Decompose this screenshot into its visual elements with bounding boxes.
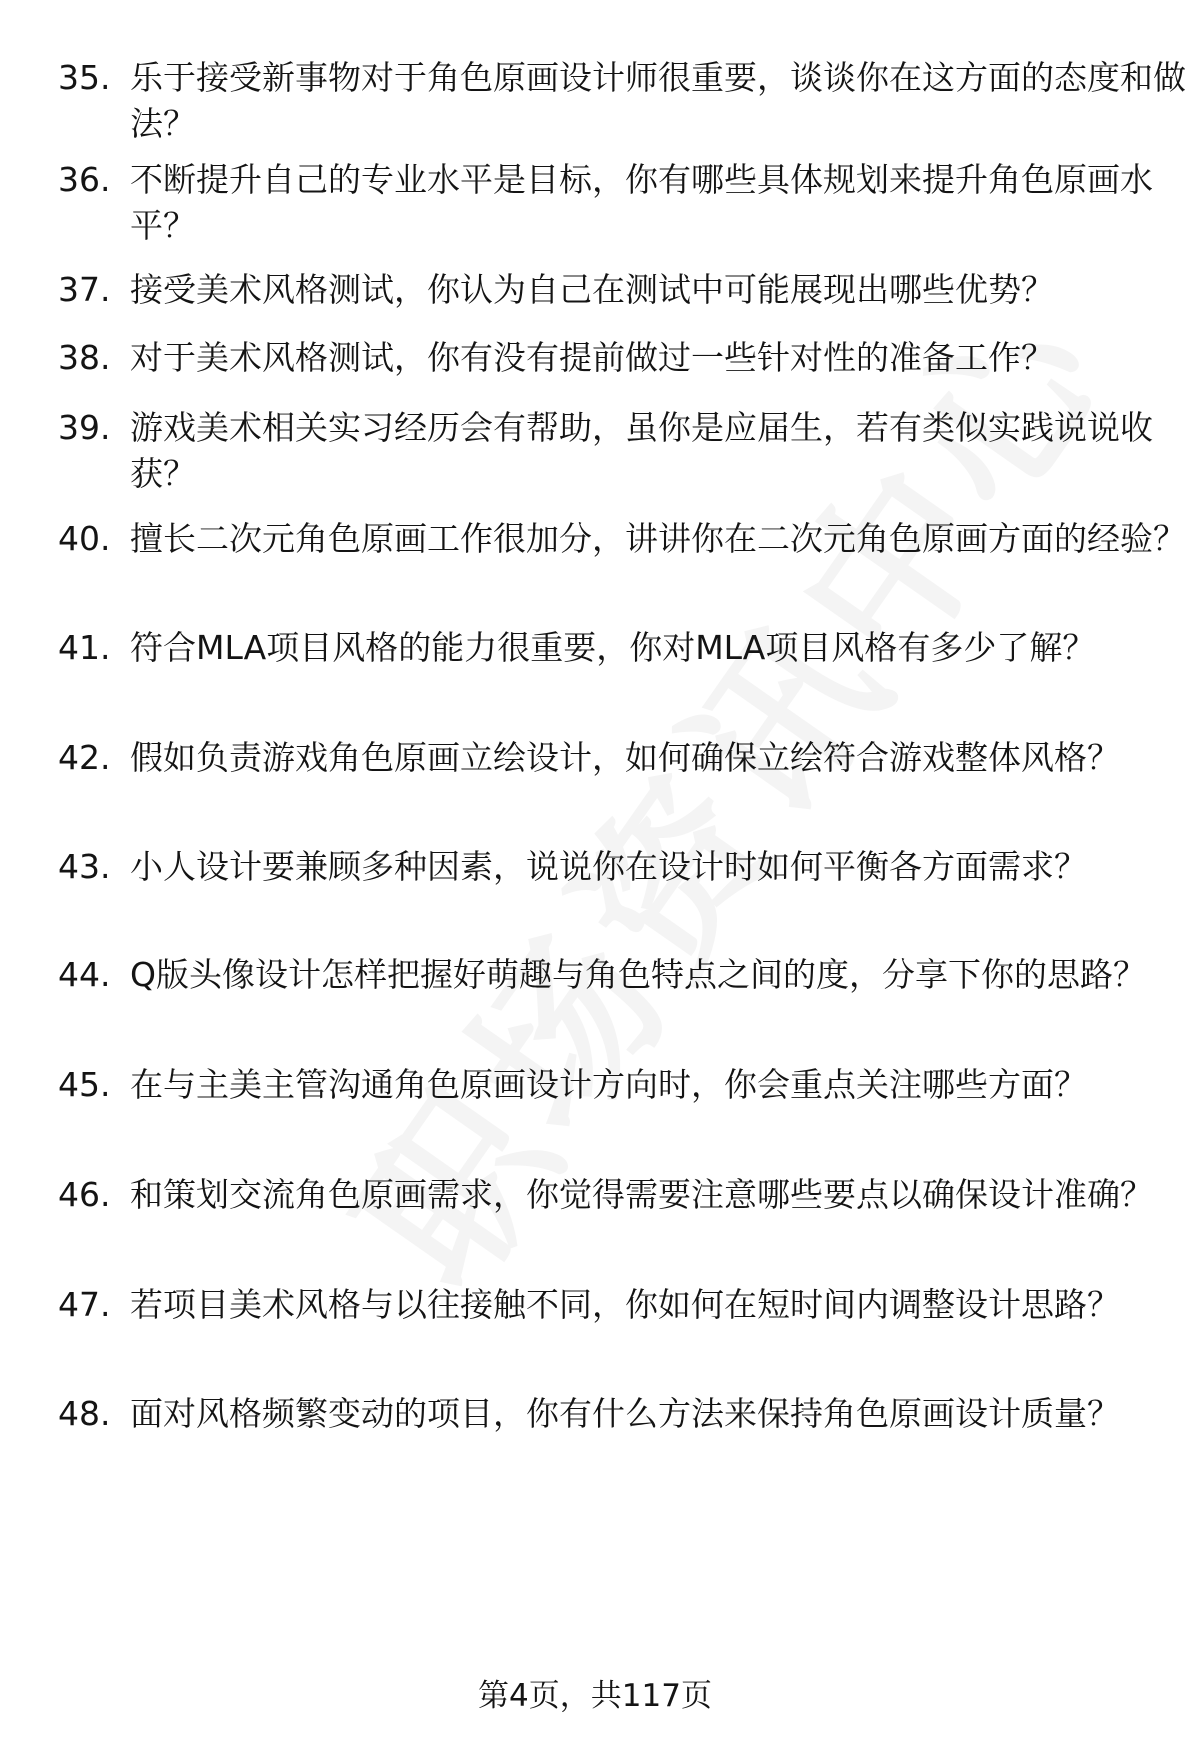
question-number: 36. [58,160,111,199]
question-text: 若项目美术风格与以往接触不同，你如何在短时间内调整设计思路？ [130,1285,1120,1324]
question-text: 游戏美术相关实习经历会有帮助，虽你是应届生，若有类似实践说说收获？ [130,408,1153,493]
question-text: 不断提升自己的专业水平是目标，你有哪些具体规划来提升角色原画水平？ [130,160,1153,245]
question-text: 在与主美主管沟通角色原画设计方向时，你会重点关注哪些方面？ [130,1065,1087,1104]
question-number: 38. [58,338,111,377]
question-number: 44. [58,955,111,994]
question-number: 41. [58,628,111,667]
question-text: 擅长二次元角色原画工作很加分，讲讲你在二次元角色原画方面的经验？ [130,519,1186,558]
question-number: 43. [58,847,111,886]
question-text: 假如负责游戏角色原画立绘设计，如何确保立绘符合游戏整体风格？ [130,738,1120,777]
question-number: 35. [58,58,111,97]
question-number: 45. [58,1065,111,1104]
question-text: 和策划交流角色原画需求，你觉得需要注意哪些要点以确保设计准确？ [130,1175,1153,1214]
question-text: 乐于接受新事物对于角色原画设计师很重要，谈谈你在这方面的态度和做法？ [130,58,1186,143]
question-number: 39. [58,408,111,447]
question-number: 47. [58,1285,111,1324]
question-number: 46. [58,1175,111,1214]
question-number: 42. [58,738,111,777]
question-text: 符合MLA项目风格的能力很重要，你对MLA项目风格有多少了解？ [130,628,1096,667]
question-text: 小人设计要兼顾多种因素，说说你在设计时如何平衡各方面需求？ [130,847,1087,886]
question-text: Q版头像设计怎样把握好萌趣与角色特点之间的度，分享下你的思路？ [130,955,1146,994]
question-number: 40. [58,519,111,558]
question-text: 面对风格频繁变动的项目，你有什么方法来保持角色原画设计质量？ [130,1394,1120,1433]
question-text: 接受美术风格测试，你认为自己在测试中可能展现出哪些优势？ [130,270,1054,309]
question-text: 对于美术风格测试，你有没有提前做过一些针对性的准备工作？ [130,338,1054,377]
page-footer: 第4页，共117页 [478,1678,712,1714]
question-number: 37. [58,270,111,309]
question-number: 48. [58,1394,111,1433]
